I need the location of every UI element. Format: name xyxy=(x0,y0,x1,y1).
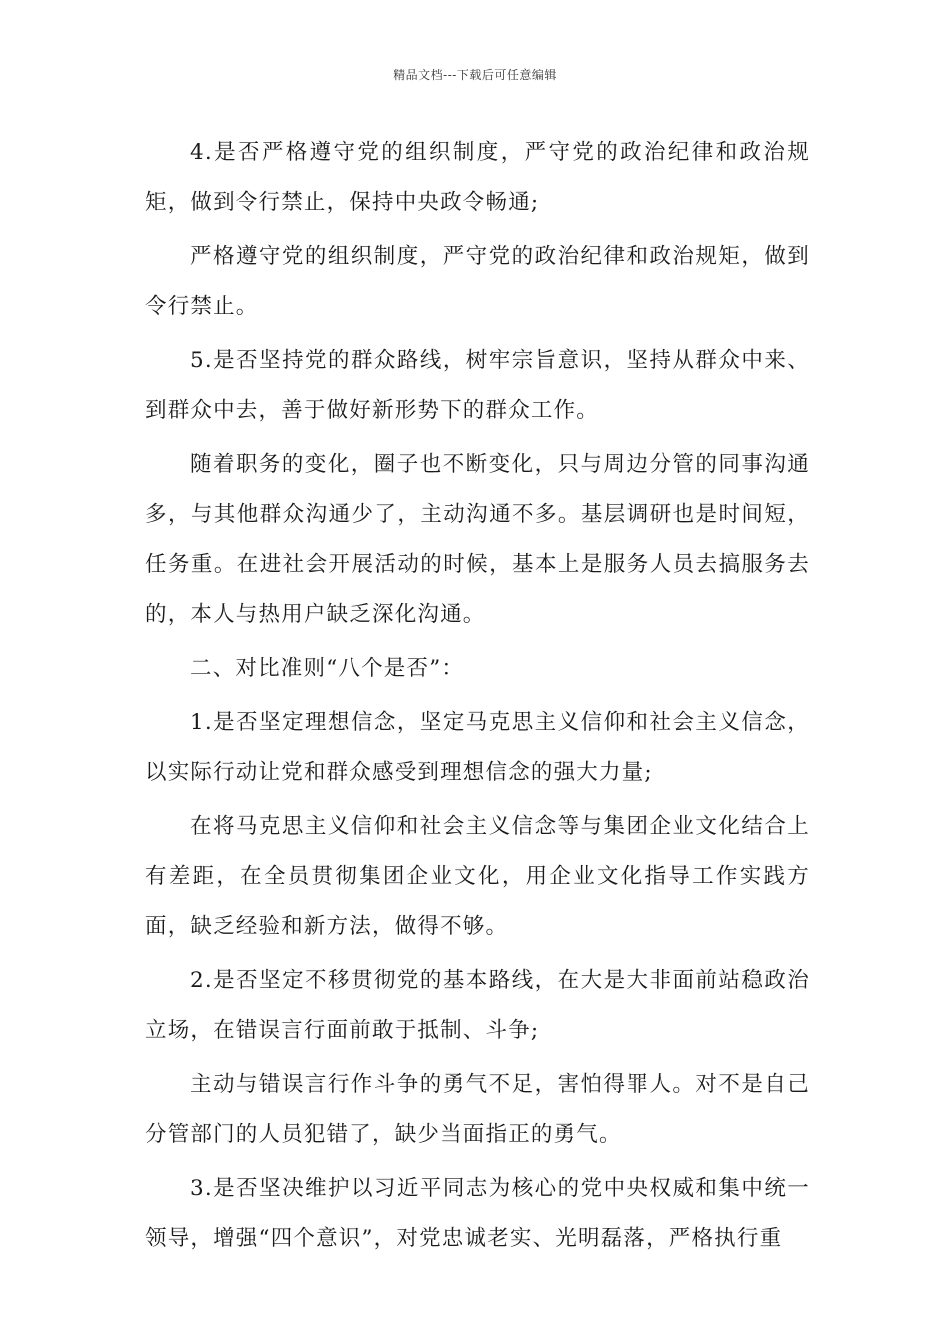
paragraph-item-3-question: 3.是否坚决维护以习近平同志为核心的党中央权威和集中统一领导，增强“四个意识”，对党忠诚老实、光明磊落，严格执行重 xyxy=(145,1176,810,1251)
paragraph-item-5-question: 5.是否坚持党的群众路线，树牢宗旨意识，坚持从群众中来、到群众中去，善于做好新形势下的群众工作。 xyxy=(145,348,810,423)
paragraph-item-4-answer: 严格遵守党的组织制度，严守党的政治纪律和政治规矩，做到令行禁止。 xyxy=(145,244,810,319)
paragraph-item-1-question: 1.是否坚定理想信念，坚定马克思主义信仰和社会主义信念，以实际行动让党和群众感受到理想信念的强大力量; xyxy=(145,710,810,785)
paragraph-item-2-answer: 主动与错误言行作斗争的勇气不足，害怕得罪人。对不是自己分管部门的人员犯错了，缺少当面指正的勇气。 xyxy=(145,1072,810,1147)
page-header: 精品文档---下载后可任意编辑 xyxy=(393,68,557,82)
section-heading-eight-whethers: 二、对比准则“八个是否”： xyxy=(190,656,465,681)
document-body xyxy=(145,128,810,1268)
paragraph-item-1-answer: 在将马克思主义信仰和社会主义信念等与集团企业文化结合上有差距，在全员贯彻集团企业文化，用企业文化指导工作实践方面，缺乏经验和新方法，做得不够。 xyxy=(145,814,810,939)
paragraph-item-4-question: 4.是否严格遵守党的组织制度，严守党的政治纪律和政治规矩，做到令行禁止，保持中央政令畅通; xyxy=(145,140,810,215)
paragraph-item-5-answer: 随着职务的变化，圈子也不断变化，只与周边分管的同事沟通多，与其他群众沟通少了，主动沟通不多。基层调研也是时间短，任务重。在进社会开展活动的时候，基本上是服务人员去搞服务去的，本人与热用户缺乏深化沟通。 xyxy=(145,452,810,627)
paragraph-item-2-question: 2.是否坚定不移贯彻党的基本路线，在大是大非面前站稳政治立场，在错误言行面前敢于抵制、斗争; xyxy=(145,968,810,1043)
